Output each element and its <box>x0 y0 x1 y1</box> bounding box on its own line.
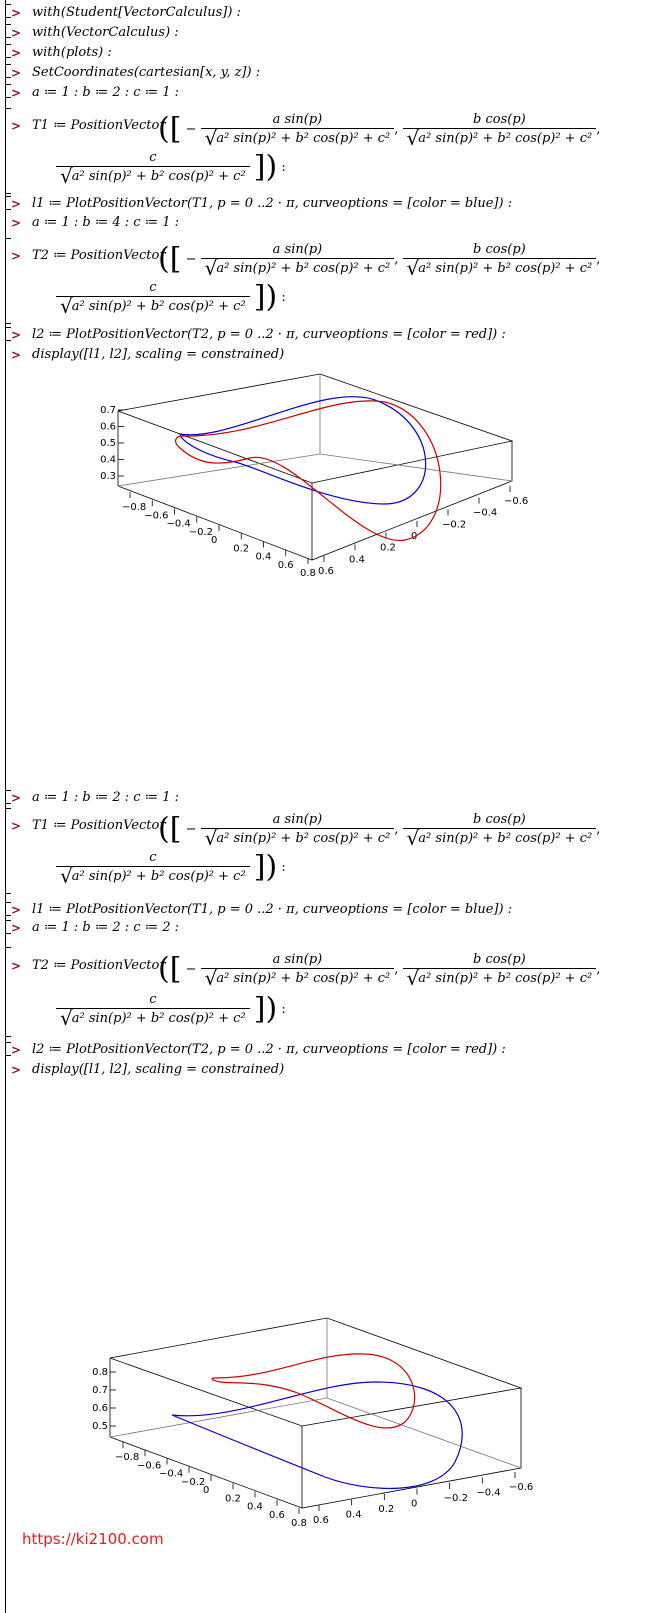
command-text[interactable]: l1 ≔ PlotPositionVector(T1, p = 0 ..2 · π, curveoptions = [color = blue]) : <box>32 196 513 211</box>
prompt-symbol: > <box>11 348 22 362</box>
x-axis-ticks <box>115 1442 307 1529</box>
z-tick-label: 0.6 <box>92 1403 108 1414</box>
z-tick-label: 0.7 <box>100 405 116 416</box>
command-text[interactable]: with(VectorCalculus) : <box>32 25 179 40</box>
fraction: $\frac{\text{b cos(p)}}{\text{√a² sin(p)² + b² cos(p)² + c²}}$ <box>403 112 597 147</box>
x-tick-label: 0.8 <box>300 568 316 579</box>
position-vector-input[interactable] <box>0 242 664 282</box>
x-tick-label: −0.6 <box>137 1460 162 1472</box>
x-tick-label: 0.2 <box>233 543 250 555</box>
x-tick-label: −0.2 <box>181 1476 206 1488</box>
command-text[interactable]: with(plots) : <box>32 45 112 60</box>
prompt-symbol: > <box>11 46 22 60</box>
y-tick-label: −0.4 <box>476 1487 501 1499</box>
y-tick-label: −0.4 <box>473 507 498 519</box>
command-text[interactable]: a ≔ 1 : b ≔ 2 : c ≔ 1 : <box>32 85 180 100</box>
fraction: $\frac{\text{b cos(p)}}{\text{√a² sin(p)² + b² cos(p)² + c²}}$ <box>403 812 597 847</box>
prompt-symbol: > <box>11 66 22 80</box>
y-tick-label: −0.6 <box>504 496 529 507</box>
prompt-symbol: > <box>11 197 22 211</box>
position-vector-input-cont[interactable]: $\frac{c}{\text{√a² sin(p)² + b² cos(p)² + c²}}$ ]) : <box>0 850 664 890</box>
prompt-symbol: > <box>11 959 22 973</box>
fraction: $\frac{\text{b cos(p)}}{\text{√a² sin(p)² + b² cos(p)² + c²}}$ <box>403 952 597 987</box>
position-vector-input-cont[interactable]: $\frac{c}{\text{√a² sin(p)² + b² cos(p)² + c²}}$ ]) : <box>0 280 664 320</box>
command-text[interactable]: SetCoordinates(cartesian[x, y, z]) : <box>32 65 261 80</box>
y-tick-label: −0.6 <box>509 1482 534 1493</box>
prompt-symbol: > <box>11 26 22 40</box>
prompt-symbol: > <box>11 249 22 263</box>
z-axis-ticks <box>92 1367 116 1432</box>
formula-row: ([ − $\frac{\text{a sin(p)}}{\text{√a² sin(p)² + b² cos(p)² + c²}}$ , $\frac{\text{b cos(p)}}{\text{√a² sin(p)² + b² cos(p)² + c²}}$ , <box>158 241 601 280</box>
z-tick-label: 0.5 <box>100 438 116 449</box>
y-tick-label: 0 <box>411 1498 418 1510</box>
prompt-symbol: > <box>11 119 22 133</box>
fraction: $\frac{c}{\text{√a² sin(p)² + b² cos(p)² + c²}}$ <box>56 992 250 1027</box>
z-tick-label: 0.4 <box>100 454 116 466</box>
prompt-symbol: > <box>11 1063 22 1077</box>
x-tick-label: 0.6 <box>269 1509 285 1521</box>
y-axis-ticks <box>313 1472 533 1526</box>
x-tick-label: −0.4 <box>166 518 191 530</box>
z-tick-label: 0.7 <box>92 1385 108 1396</box>
fraction: $\frac{\text{a sin(p)}}{\text{√a² sin(p)² + b² cos(p)² + c²}}$ <box>201 242 395 277</box>
formula-row: ([ − $\frac{\text{a sin(p)}}{\text{√a² sin(p)² + b² cos(p)² + c²}}$ , $\frac{\text{b cos(p)}}{\text{√a² sin(p)² + b² cos(p)² + c²}}$ , <box>158 811 601 850</box>
curve-l1-blue <box>172 1382 462 1488</box>
prompt-symbol: > <box>11 921 22 935</box>
fraction: $\frac{c}{\text{√a² sin(p)² + b² cos(p)² + c²}}$ <box>56 150 250 185</box>
command-text[interactable]: display([l1, l2], scaling = constrained) <box>32 1062 285 1077</box>
y-tick-label: −0.2 <box>442 519 467 531</box>
t1-definition[interactable]: T1 ≔ PositionVector <box>32 818 166 833</box>
fraction: $\frac{\text{a sin(p)}}{\text{√a² sin(p)² + b² cos(p)² + c²}}$ <box>201 952 395 987</box>
prompt-symbol: > <box>11 903 22 917</box>
command-text[interactable]: with(Student[VectorCalculus]) : <box>32 5 241 20</box>
x-tick-label: 0.8 <box>291 1518 307 1529</box>
z-tick-label: 0.5 <box>92 1421 108 1432</box>
y-tick-label: 0.4 <box>349 554 365 566</box>
y-tick-label: 0.2 <box>378 1504 395 1515</box>
x-tick-label: −0.8 <box>122 502 147 513</box>
command-text[interactable]: l2 ≔ PlotPositionVector(T2, p = 0 ..2 · π, curveoptions = [color = red]) : <box>32 1042 506 1057</box>
y-tick-label: 0.6 <box>313 1515 329 1526</box>
command-text[interactable]: l2 ≔ PlotPositionVector(T2, p = 0 ..2 · π, curveoptions = [color = red]) : <box>32 327 506 342</box>
formula-row: ([ − $\frac{\text{a sin(p)}}{\text{√a² sin(p)² + b² cos(p)² + c²}}$ , $\frac{\text{b cos(p)}}{\text{√a² sin(p)² + b² cos(p)² + c²}}$ , <box>158 951 601 990</box>
z-tick-label: 0.3 <box>100 471 116 482</box>
y-tick-label: 0 <box>411 531 418 542</box>
x-tick-label: −0.6 <box>144 510 169 522</box>
prompt-symbol: > <box>11 1043 22 1057</box>
position-vector-input-cont[interactable]: $\frac{c}{\text{√a² sin(p)² + b² cos(p)² + c²}}$ ]) : <box>0 150 664 190</box>
prompt-symbol: > <box>11 6 22 20</box>
position-vector-input[interactable] <box>0 112 664 152</box>
t1-definition[interactable]: T1 ≔ PositionVector <box>32 118 166 133</box>
x-tick-label: 0.6 <box>277 559 294 571</box>
prompt-symbol: > <box>11 791 22 805</box>
t2-definition[interactable]: T2 ≔ PositionVector <box>32 248 166 263</box>
x-tick-label: 0 <box>203 1485 210 1496</box>
x-tick-label: 0.2 <box>225 1493 241 1505</box>
fraction: $\frac{\text{a sin(p)}}{\text{√a² sin(p)² + b² cos(p)² + c²}}$ <box>201 812 395 847</box>
fraction: $\frac{\text{a sin(p)}}{\text{√a² sin(p)² + b² cos(p)² + c²}}$ <box>201 112 395 147</box>
x-tick-label: −0.8 <box>115 1452 140 1463</box>
command-text[interactable]: a ≔ 1 : b ≔ 4 : c ≔ 1 : <box>32 215 180 230</box>
3d-plot-output-2[interactable] <box>75 1312 535 1542</box>
command-text[interactable]: display([l1, l2], scaling = constrained) <box>32 347 285 362</box>
watermark-link[interactable]: https://ki2100.com <box>22 1530 164 1548</box>
y-tick-label: 0.4 <box>345 1509 362 1521</box>
formula-row: ([ − $\frac{\text{a sin(p)}}{\text{√a² sin(p)² + b² cos(p)² + c²}}$ , $\frac{\text{b cos(p)}}{\text{√a² sin(p)² + b² cos(p)² + c²}}$ , <box>158 111 601 150</box>
x-tick-label: 0 <box>211 535 218 546</box>
prompt-symbol: > <box>11 328 22 342</box>
command-text[interactable]: a ≔ 1 : b ≔ 2 : c ≔ 2 : <box>32 920 180 935</box>
position-vector-input[interactable] <box>0 812 664 852</box>
x-tick-label: 0.4 <box>247 1501 263 1513</box>
x-tick-label: −0.4 <box>159 1468 184 1480</box>
y-tick-label: 0.6 <box>318 566 334 577</box>
fraction: $\frac{c}{\text{√a² sin(p)² + b² cos(p)² + c²}}$ <box>56 850 250 885</box>
x-tick-label: −0.2 <box>188 526 214 538</box>
y-tick-label: −0.2 <box>443 1493 468 1504</box>
position-vector-input[interactable] <box>0 952 664 992</box>
3d-plot-output-1[interactable] <box>80 368 530 588</box>
command-text[interactable]: a ≔ 1 : b ≔ 2 : c ≔ 1 : <box>32 790 180 805</box>
prompt-symbol: > <box>11 216 22 230</box>
x-axis-ticks <box>122 492 316 579</box>
y-tick-label: 0.2 <box>380 542 396 554</box>
prompt-symbol: > <box>11 819 22 833</box>
fraction: $\frac{\text{b cos(p)}}{\text{√a² sin(p)² + b² cos(p)² + c²}}$ <box>403 242 597 277</box>
position-vector-input-cont[interactable]: $\frac{c}{\text{√a² sin(p)² + b² cos(p)² + c²}}$ ]) : <box>0 992 664 1032</box>
plot-box <box>110 1318 521 1508</box>
command-text[interactable]: l1 ≔ PlotPositionVector(T1, p = 0 ..2 · π, curveoptions = [color = blue]) : <box>32 902 513 917</box>
x-tick-label: 0.4 <box>255 551 272 563</box>
t2-definition[interactable]: T2 ≔ PositionVector <box>32 958 166 973</box>
z-tick-label: 0.6 <box>100 421 116 433</box>
prompt-symbol: > <box>11 86 22 100</box>
z-axis-ticks <box>100 405 124 482</box>
z-tick-label: 0.8 <box>92 1367 108 1378</box>
fraction: $\frac{c}{\text{√a² sin(p)² + b² cos(p)² + c²}}$ <box>56 280 250 315</box>
